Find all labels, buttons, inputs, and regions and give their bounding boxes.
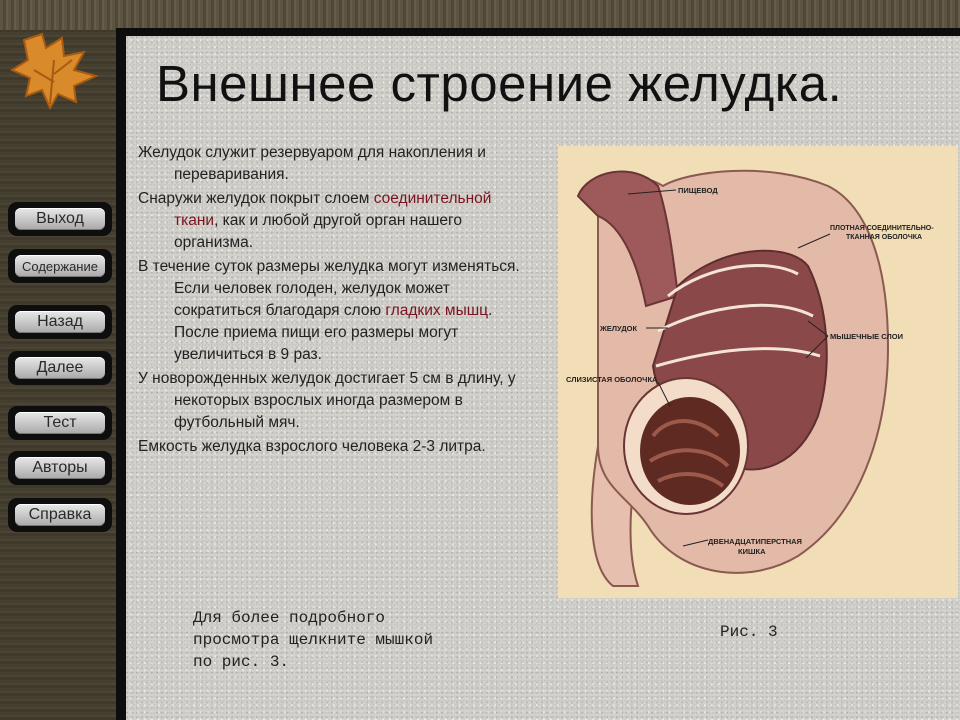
hint-line-3: по рис. 3. xyxy=(193,653,290,671)
click-hint xyxy=(193,607,433,673)
contents-button-label: Содержание xyxy=(15,255,105,277)
label-esophagus: ПИЩЕВОД xyxy=(678,186,718,195)
exit-button-label: Выход xyxy=(15,208,105,230)
back-button-label: Назад xyxy=(15,311,105,333)
hint-line-1: Для более подробного xyxy=(193,609,386,627)
paragraph-2-end: , как и любой другой орган нашего организма. xyxy=(174,212,462,251)
label-muscle: МЫШЕЧНЫЕ СЛОИ xyxy=(830,332,903,341)
next-button-label: Далее xyxy=(15,357,105,379)
label-stomach: ЖЕЛУДОК xyxy=(600,324,638,333)
stomach-illustration xyxy=(558,146,958,598)
label-mucosa: СЛИЗИСТАЯ ОБОЛОЧКА xyxy=(566,375,658,384)
sidebar xyxy=(0,30,120,720)
test-button-label: Тест xyxy=(15,412,105,434)
label-duodenum-2: КИШКА xyxy=(738,547,766,556)
paragraph-2-start: Снаружи желудок покрыт слоем xyxy=(138,190,374,207)
hint-line-2: просмотра щелкните мышкой xyxy=(193,631,434,649)
smooth-muscle-link[interactable]: гладких мышц xyxy=(385,302,489,319)
label-connective-1: ПЛОТНАЯ СОЕДИНИТЕЛЬНО- xyxy=(830,225,934,232)
test-button[interactable] xyxy=(8,406,112,440)
paragraph-2 xyxy=(138,188,528,254)
help-button-label: Справка xyxy=(15,504,105,526)
contents-button[interactable] xyxy=(8,249,112,283)
page-title: Внешнее строение желудка. xyxy=(156,55,843,112)
figure-caption: Рис. 3 xyxy=(720,623,778,641)
paragraph-1: Желудок служит резервуаром для накопления и переваривания. xyxy=(138,144,486,183)
stomach-figure[interactable] xyxy=(558,146,958,598)
body-text xyxy=(138,142,528,460)
connective-tissue-link[interactable]: соединительной ткани xyxy=(174,190,492,229)
help-button[interactable] xyxy=(8,498,112,532)
paragraph-3 xyxy=(138,256,528,366)
paragraph-3-start: В течение суток размеры желудка могут изменяться. Если человек голоден, желудок может сократиться благодаря слою xyxy=(138,258,520,319)
top-bar xyxy=(0,0,960,30)
label-connective-2: ТКАННАЯ ОБОЛОЧКА xyxy=(846,234,923,241)
authors-button[interactable] xyxy=(8,451,112,485)
next-button[interactable] xyxy=(8,351,112,385)
autumn-leaf-icon xyxy=(4,30,114,110)
paragraph-4: У новорожденных желудок достигает 5 см в длину, у некоторых взрослых иногда размером в футбольный мяч. xyxy=(138,370,516,431)
label-duodenum-1: ДВЕНАДЦАТИПЕРСТНАЯ xyxy=(708,537,802,546)
exit-button[interactable] xyxy=(8,202,112,236)
back-button[interactable] xyxy=(8,305,112,339)
paragraph-5: Емкость желудка взрослого человека 2-3 литра. xyxy=(138,438,486,455)
paragraph-3-end: . После приема пищи его размеры могут увеличиться в 9 раз. xyxy=(174,302,493,363)
authors-button-label: Авторы xyxy=(15,457,105,479)
